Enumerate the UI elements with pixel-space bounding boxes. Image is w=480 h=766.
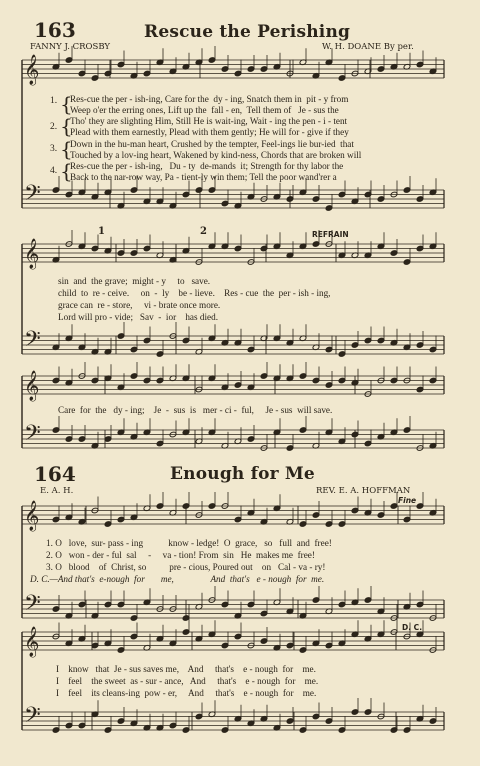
lyric-line: 3. O blood of Christ, so pre - cious, Poured out on Cal - va - ry!: [46, 562, 326, 572]
lyric-line: I know that Je - sus saves me, And that's e - nough for me.: [56, 664, 316, 674]
clef-icon: 𝄞: [24, 627, 40, 657]
hymn-composer: REV. E. A. HOFFMAN: [316, 486, 411, 496]
hymn-composer: W. H. DOANE By per.: [322, 42, 414, 52]
verse-number: 1.: [50, 96, 58, 106]
hymn-author: FANNY J. CROSBY: [30, 42, 111, 52]
verse-number: 3.: [50, 144, 58, 154]
lyric-line: 2. O won - der - ful sal - va - tion! From sin He makes me free!: [46, 550, 315, 560]
verse-brace: {: [60, 114, 73, 138]
lyric-line: D. C.—And that's e-nough for me, And that's e - nough for me.: [30, 574, 325, 584]
lyric-line: Back to the nar-row way, Pa - tient-ly win them; Tell the poor wand'rer a: [70, 172, 337, 182]
lyric-line: Res-cue the per - ish-ing, Care for the dy - ing, Snatch them in pit - y from: [70, 94, 349, 104]
refrain-label: REFRAIN: [312, 230, 349, 239]
lyric-line: Weep o'er the erring ones, Lift up the fall - en, Tell them of Je - sus the: [70, 105, 339, 115]
clef-icon: 𝄢: [24, 421, 41, 451]
first-ending-number: 1: [98, 226, 105, 237]
lyric-line: sin and the grave; might - y to save.: [58, 276, 211, 286]
lyric-line: Care for the dy - ing; Je - sus is mer - ci - ful, Je - sus will save.: [58, 405, 333, 415]
second-ending-number: 2: [200, 226, 207, 237]
lyric-line: grace can re - store, vi - brate once more.: [58, 300, 221, 310]
lyric-line: Res-cue the per - ish-ing, Du - ty de-mands it; Strength for thy labor the: [70, 161, 344, 171]
clef-icon: 𝄢: [24, 327, 41, 357]
lyric-line: child to re - ceive. on - ly be - lieve. Res - cue the per - ish - ing,: [58, 288, 331, 298]
lyric-line: I feel its cleans-ing pow - er, And that's e - nough for me.: [56, 688, 317, 698]
lyric-line: Lord will pro - vide; Sav - ior has died.: [58, 312, 218, 322]
verse-brace: {: [60, 159, 73, 183]
lyric-line: Plead with them earnestly, Plead with them gently; He will for - give if they: [70, 127, 349, 137]
lyric-line: Tho' they are slighting Him, Still He is wait-ing, Wait - ing the pen - i - tent: [70, 116, 348, 126]
clef-icon: 𝄞: [24, 239, 40, 269]
hymn-title: Enough for Me: [170, 464, 315, 484]
clef-icon: 𝄞: [24, 501, 40, 531]
dc-label: D. C.: [402, 623, 423, 632]
lyric-line: 1. O love, sur- pass - ing know - ledge! O grace, so full and free!: [46, 538, 332, 548]
hymn-title: Rescue the Perishing: [144, 22, 351, 42]
hymn-number: 164: [34, 462, 76, 486]
hymn-number: 163: [34, 18, 76, 42]
verse-brace: {: [60, 137, 73, 161]
clef-icon: 𝄢: [24, 703, 41, 733]
lyric-line: I feel the sweet as - sur - ance, And that's e - nough for me.: [56, 676, 319, 686]
verse-number: 2.: [50, 122, 58, 132]
hymn-author: E. A. H.: [40, 486, 74, 496]
verse-number: 4.: [50, 166, 58, 176]
lyric-line: Down in the hu-man heart, Crushed by the tempter, Feel-ings lie bur-ied that: [70, 139, 354, 149]
verse-brace: {: [60, 92, 73, 116]
clef-icon: 𝄞: [24, 55, 40, 85]
clef-icon: 𝄞: [24, 371, 40, 401]
lyric-line: Touched by a lov-ing heart, Wakened by kind-ness, Chords that are broken will: [70, 150, 362, 160]
fine-label: Fine: [398, 496, 417, 505]
clef-icon: 𝄢: [24, 181, 41, 211]
clef-icon: 𝄢: [24, 591, 41, 621]
